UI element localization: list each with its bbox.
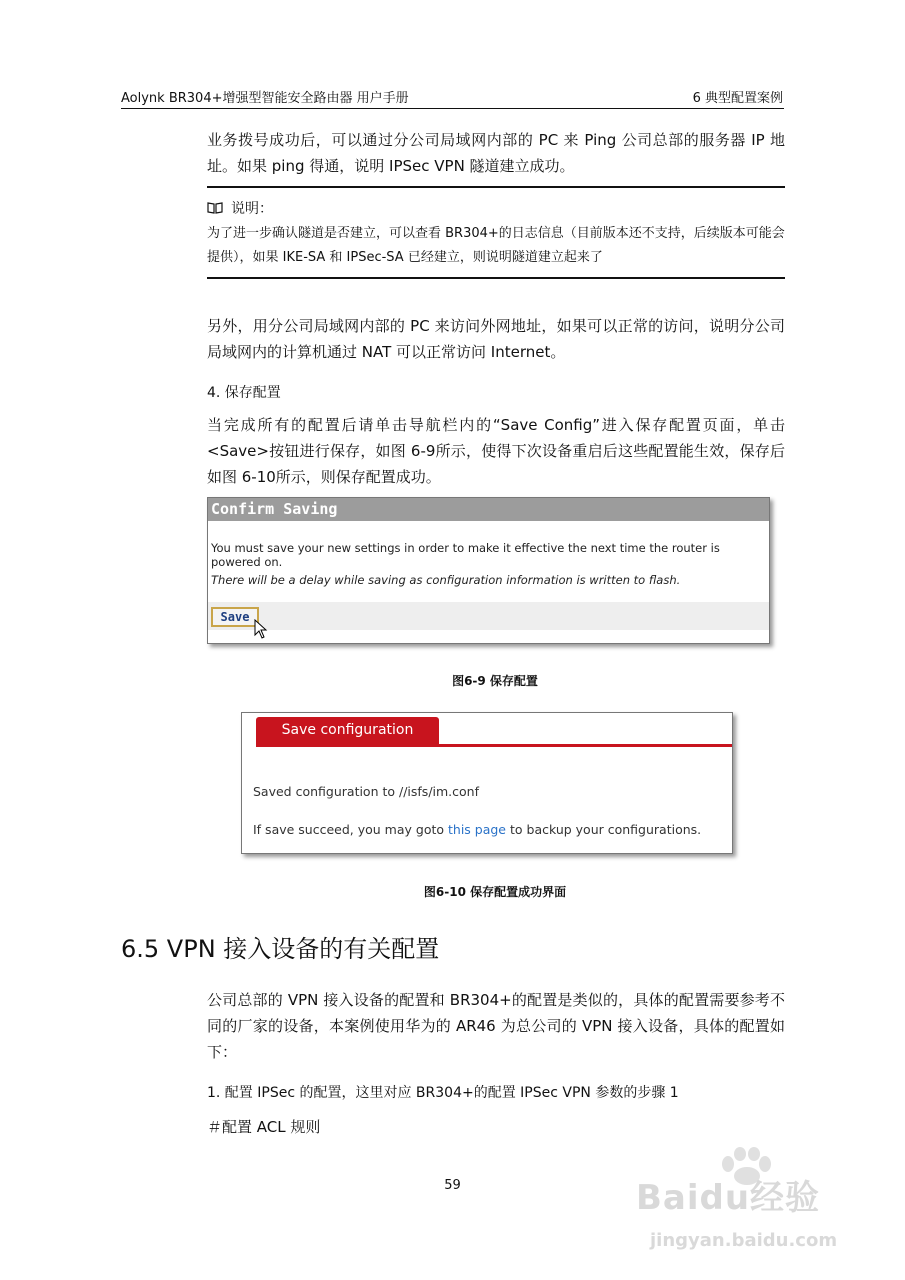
step-save-config: 4. 保存配置 (207, 385, 281, 401)
book-icon (207, 202, 223, 214)
this-page-link[interactable]: this page (448, 822, 507, 837)
figure-6-9-caption: 图6-9 保存配置 (452, 674, 538, 688)
watermark-logo: Baidu经验 (636, 1178, 821, 1218)
confirm-saving-message: You must save your new settings in order to make it effective the next time the router is powered on. (211, 541, 720, 569)
paragraph-ping: 业务拨号成功后，可以通过分公司局域网内部的 PC 来 Ping 公司总部的服务器 IP 地址。如果 ping 得通，说明 IPSec VPN 隧道建立成功。 (207, 131, 785, 175)
watermark-url: jingyan.baidu.com (650, 1230, 838, 1251)
note-bottom-rule (207, 277, 785, 279)
paragraph-nat: 另外，用分公司局域网内部的 PC 来访问外网地址，如果可以正常的访问，说明分公司局域网内的计算机通过 NAT 可以正常访问 Internet。 (207, 317, 785, 361)
mouse-pointer-icon (254, 619, 268, 643)
step-configure-ipsec: 1. 配置 IPSec 的配置，这里对应 BR304+的配置 IPSec VPN 参数的步骤 1 (207, 1085, 679, 1101)
figure-confirm-saving (207, 497, 770, 644)
confirm-saving-delay-note: There will be a delay while saving as configuration information is written to flash. (211, 573, 681, 587)
button-bar (208, 602, 769, 630)
header-title: Aolynk BR304+增强型智能安全路由器 用户手册 (121, 91, 409, 106)
figure-save-configuration (241, 712, 733, 854)
figure-6-10-caption: 图6-10 保存配置成功界面 (423, 885, 567, 899)
acl-comment: ＃配置 ACL 规则 (207, 1118, 321, 1136)
header-chapter: 6 典型配置案例 (692, 91, 783, 106)
header-rule (121, 108, 784, 109)
paragraph-vpn-device: 公司总部的 VPN 接入设备的配置和 BR304+的配置是类似的，具体的配置需要参考不同的厂家的设备，本案例使用华为的 AR46 为总公司的 VPN 接入设备，具体的配置如下： (207, 991, 785, 1061)
backup-message: If save succeed, you may goto this page to backup your configurations. (253, 822, 702, 837)
tab-save-configuration[interactable]: Save configuration (256, 717, 439, 744)
page-number: 59 (444, 1178, 461, 1193)
saved-message: Saved configuration to //isfs/im.conf (253, 784, 480, 799)
note-title: 说明： (231, 201, 273, 217)
section-heading: 6.5 VPN 接入设备的有关配置 (121, 935, 440, 963)
paragraph-save: 当完成所有的配置后请单击导航栏内的“Save Config”进入保存配置页面，单击<Save>按钮进行保存，如图 6-9所示，使得下次设备重启后这些配置能生效，保存后如图 6-10所示，则保存配置成功。 (207, 416, 785, 486)
confirm-saving-title: Confirm Saving (208, 498, 769, 521)
note-heading (207, 198, 273, 218)
save-button[interactable]: Save (211, 607, 259, 627)
tab-underline (256, 744, 732, 747)
note-top-rule (207, 186, 785, 188)
note-text: 为了进一步确认隧道是否建立，可以查看 BR304+的日志信息（目前版本还不支持，后续版本可能会提供），如果 IKE-SA 和 IPSec-SA 已经建立，则说明隧道建立起来了 (207, 226, 785, 265)
